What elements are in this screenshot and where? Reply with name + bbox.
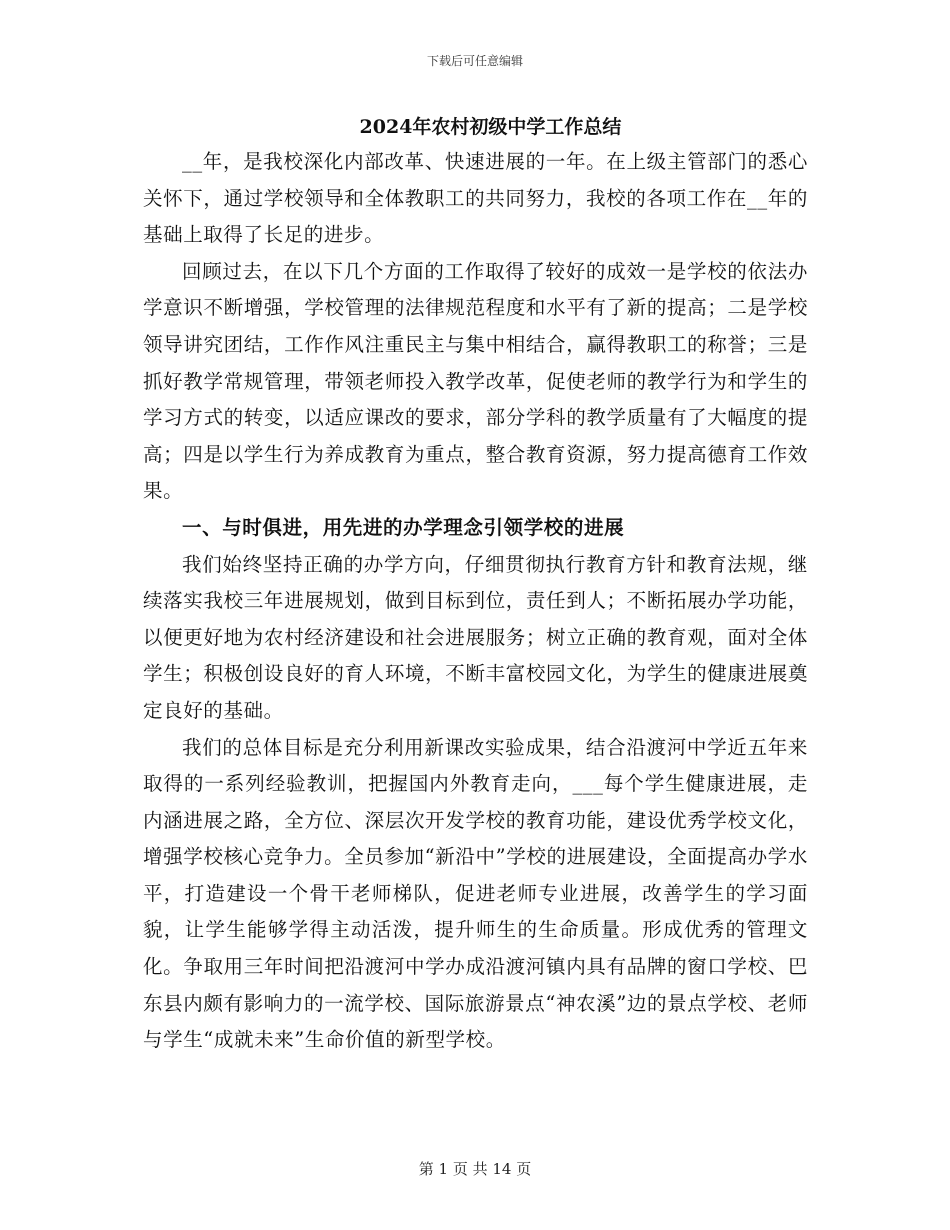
section-heading: 一、与时俱进，用先进的办学理念引领学校的进展 — [182, 515, 625, 539]
header-note: 下载后可任意编辑 — [426, 54, 523, 68]
page-number: 第 1 页 共 14 页 — [418, 1160, 532, 1178]
paragraph-review: 回顾过去，在以下几个方面的工作取得了较好的成效一是学校的依法办学意识不断增强，学校管理的法律规范程度和水平有了新的提高；二是学校领导讲究团结，工作作风注重民主与集中相结合，赢得教职工的称誉；三是抓好教学常规管理，带领老师投入教学改革，促使老师的教学行为和学生的学习方式的转变，以适应课改的要求，部分学科的教学质量有了大幅度的提高；四是以学生行为养成教育为重点，整合教育资源，努力提高德育工作效果。 — [143, 259, 808, 503]
document-title: 2024年农村初级中学工作总结 — [359, 116, 622, 138]
paragraph-intro: __年，是我校深化内部改革、快速进展的一年。在上级主管部门的悉心关怀下，通过学校领导和全体教职工的共同努力，我校的各项工作在__年的基础上取得了长足的进步。 — [143, 150, 808, 247]
paragraph-direction: 我们始终坚持正确的办学方向，仔细贯彻执行教育方针和教育法规，继续落实我校三年进展规划，做到目标到位，责任到人；不断拓展办学功能，以便更好地为农村经济建设和社会进展服务；树立正确的教育观，面对全体学生；积极创设良好的育人环境，不断丰富校园文化，为学生的健康进展奠定良好的基础。 — [143, 552, 808, 722]
paragraph-goals: 我们的总体目标是充分利用新课改实验成果，结合沿渡河中学近五年来取得的一系列经验教训，把握国内外教育走向，___每个学生健康进展，走内涵进展之路，全方位、深层次开发学校的教育功能，建设优秀学校文化，增强学校核心竞争力。全员参加“新沿中”学校的进展建设，全面提高办学水平，打造建设一个骨干老师梯队，促进老师专业进展，改善学生的学习面貌，让学生能够学得主动活泼，提升师生的生命质量。形成优秀的管理文化。争取用三年时间把沿渡河中学办成沿渡河镇内具有品牌的窗口学校、巴东县内颇有影响力的一流学校、国际旅游景点“神农溪”边的景点学校、老师与学生“成就未来”生命价值的新型学校。 — [143, 735, 808, 1052]
document-body — [143, 112, 808, 1059]
